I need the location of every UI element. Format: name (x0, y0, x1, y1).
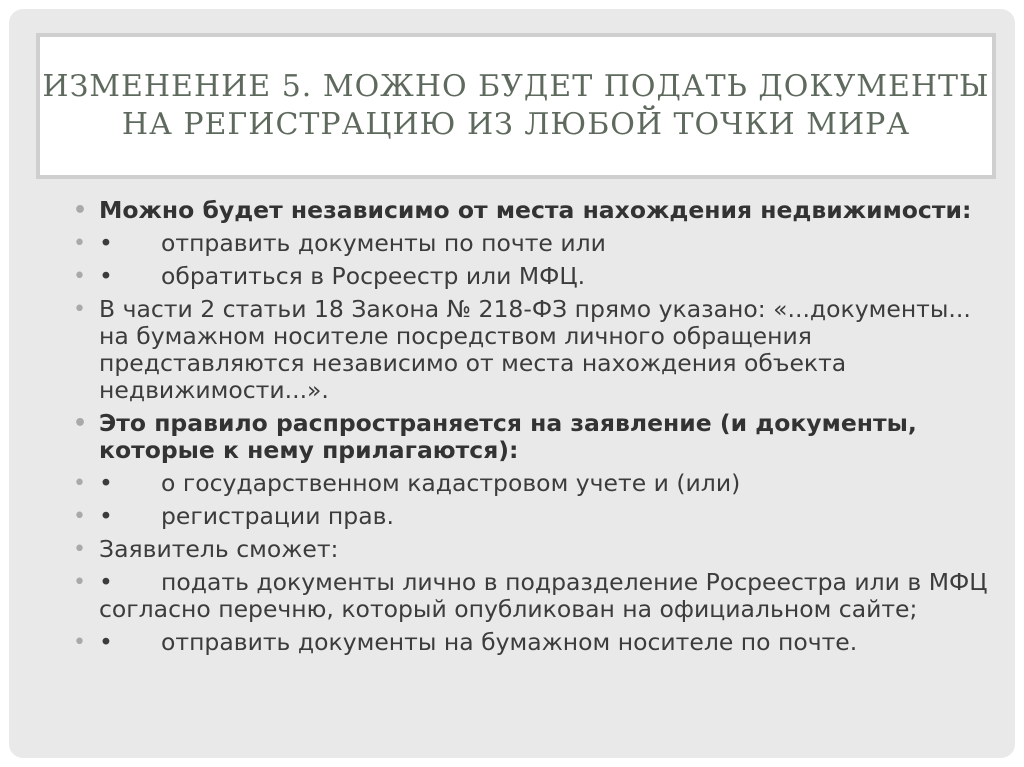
sub-bullet-icon: • (99, 229, 113, 257)
list-item (69, 197, 989, 224)
bullet-icon: • (73, 570, 86, 595)
slide (9, 9, 1015, 758)
list-item-text: В части 2 статьи 18 Закона № 218-ФЗ прямо указано: «...документы... на бумажном носителе посредством личного обращения представляются независимо от места нахождения объекта недвижимости...». (99, 295, 971, 404)
sub-bullet-icon: • (99, 262, 113, 290)
sub-bullet-icon: • (99, 502, 113, 530)
list-item (69, 410, 989, 464)
list-item (69, 263, 989, 290)
list-item-text: подать документы лично в подразделение Росреестра или в МФЦ согласно перечню, который опубликован на официальном сайте; (99, 568, 988, 623)
sub-bullet-icon: • (99, 628, 113, 656)
list-item-text: регистрации прав. (161, 502, 394, 530)
bullet-icon: • (73, 264, 86, 289)
bullet-icon: • (73, 630, 86, 655)
bullet-list (69, 197, 989, 662)
list-item-text: Заявитель сможет: (99, 535, 339, 563)
list-item-text: Это правило распространяется на заявление (и документы, которые к нему прилагаются): (99, 409, 917, 464)
title-panel (40, 37, 992, 175)
bullet-icon: • (73, 537, 86, 562)
slide-title (42, 68, 989, 144)
list-item (69, 629, 989, 656)
bullet-icon: • (73, 504, 86, 529)
list-item-text: Можно будет независимо от места нахождения недвижимости: (99, 196, 972, 224)
bullet-icon: • (73, 411, 88, 436)
list-item (69, 536, 989, 563)
list-item (69, 569, 989, 623)
list-item-text: обратиться в Росреестр или МФЦ. (161, 262, 586, 290)
list-item-text: отправить документы на бумажном носителе по почте. (161, 628, 858, 656)
bullet-icon: • (73, 198, 88, 223)
list-item (69, 503, 989, 530)
bullet-icon: • (73, 231, 86, 256)
bullet-icon: • (73, 471, 86, 496)
list-item-text: о государственном кадастровом учете и (или) (161, 469, 741, 497)
list-item (69, 296, 989, 404)
list-item (69, 230, 989, 257)
list-item-text: отправить документы по почте или (161, 229, 606, 257)
title-frame (36, 33, 996, 179)
slide-title-line-1: ИЗМЕНЕНИЕ 5. МОЖНО БУДЕТ ПОДАТЬ ДОКУМЕНТЫ (42, 69, 990, 104)
list-item (69, 470, 989, 497)
sub-bullet-icon: • (99, 568, 113, 596)
slide-title-line-2: НА РЕГИСТРАЦИЮ ИЗ ЛЮБОЙ ТОЧКИ МИРА (121, 107, 911, 142)
bullet-icon: • (73, 297, 86, 322)
sub-bullet-icon: • (99, 469, 113, 497)
